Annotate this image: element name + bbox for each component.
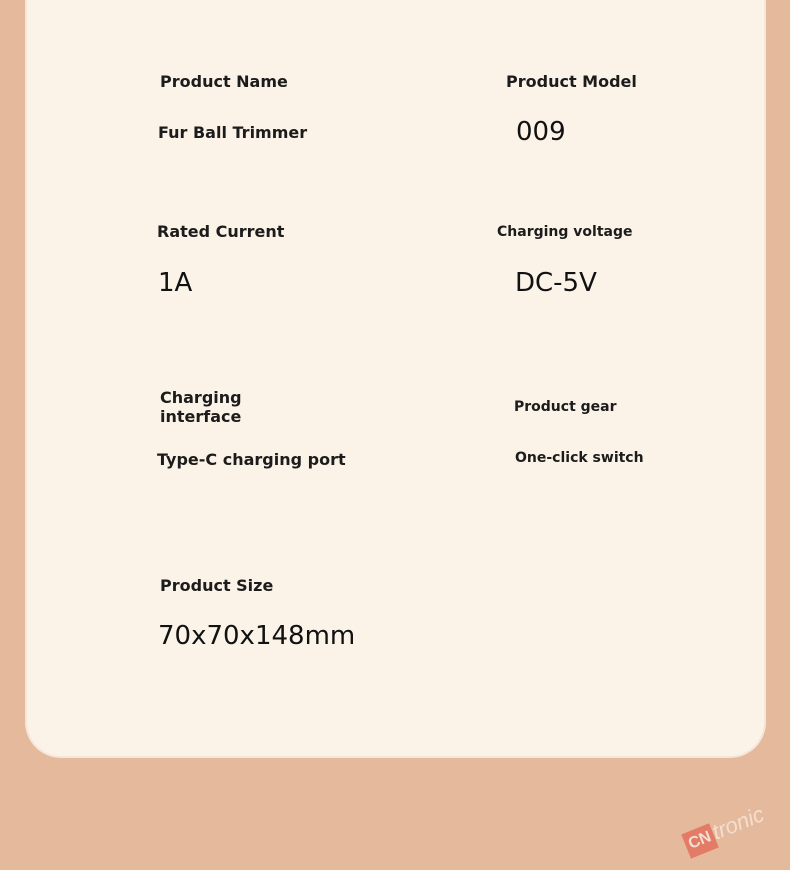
charging-interface-label-line1: Charging bbox=[160, 388, 242, 407]
product-model-value: 009 bbox=[516, 117, 566, 147]
product-model-label: Product Model bbox=[506, 72, 637, 91]
product-size-value: 70x70x148mm bbox=[158, 621, 356, 651]
product-gear-label: Product gear bbox=[514, 399, 617, 415]
spec-card bbox=[27, 0, 764, 756]
charging-voltage-value: DC-5V bbox=[515, 268, 597, 298]
watermark-cn-badge: CN bbox=[681, 823, 719, 858]
charging-voltage-label: Charging voltage bbox=[497, 224, 633, 240]
charging-interface-label-line2: interface bbox=[160, 407, 242, 426]
product-gear-value: One-click switch bbox=[515, 450, 644, 466]
product-name-value: Fur Ball Trimmer bbox=[158, 123, 308, 142]
rated-current-label: Rated Current bbox=[157, 222, 285, 241]
watermark-logo bbox=[672, 774, 783, 866]
charging-interface-value: Type-C charging port bbox=[157, 450, 346, 469]
rated-current-value: 1A bbox=[158, 268, 193, 298]
watermark-tronic-text: tronic bbox=[708, 801, 768, 845]
charging-interface-label bbox=[160, 388, 300, 426]
product-size-label: Product Size bbox=[160, 576, 274, 595]
product-name-label: Product Name bbox=[160, 72, 288, 91]
